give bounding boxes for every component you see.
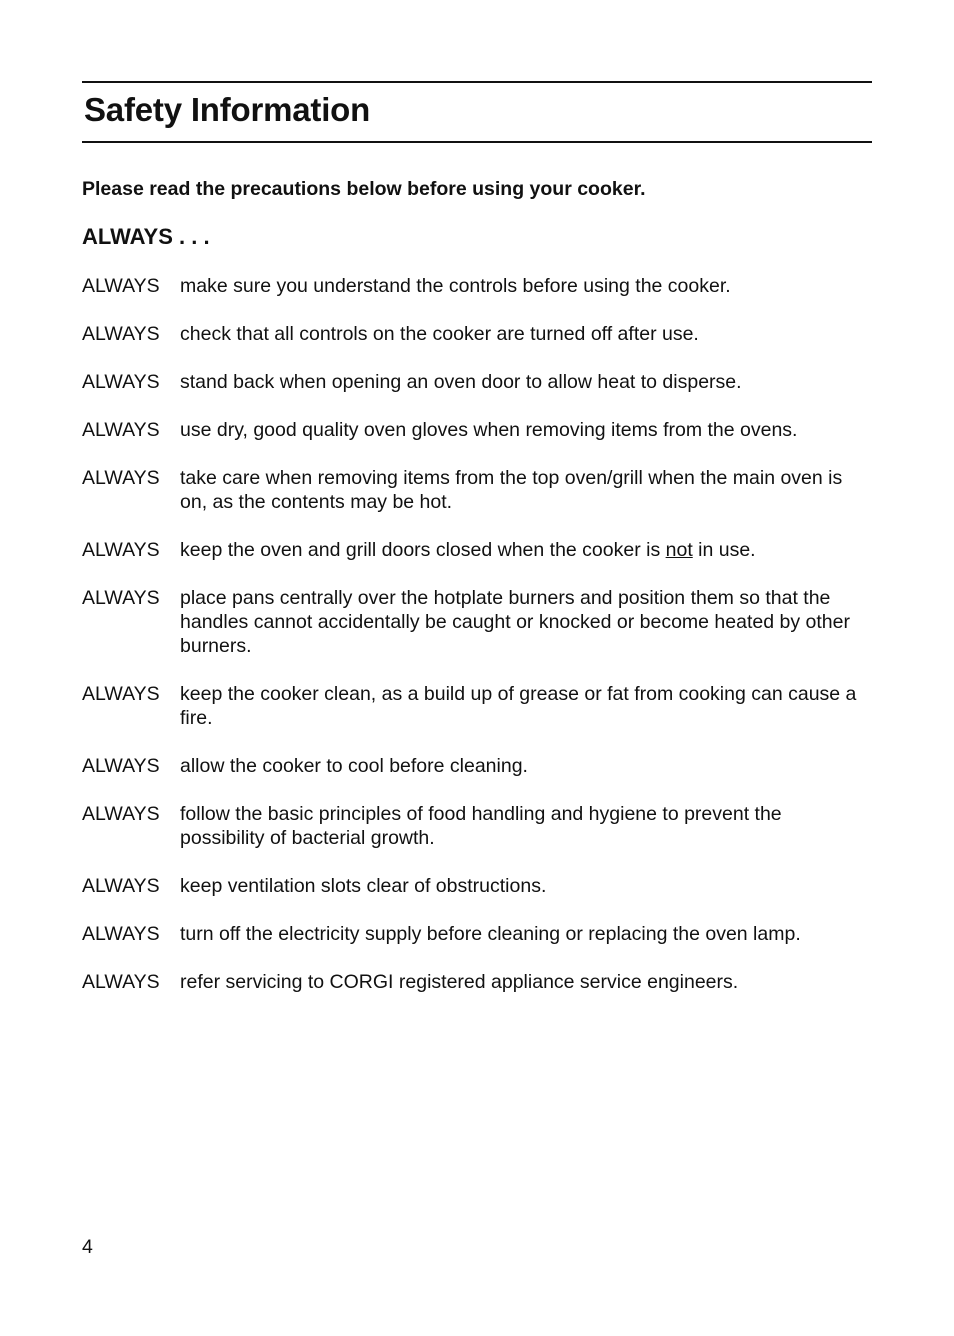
item-text-emphasis: not — [665, 539, 693, 561]
item-keyword: ALWAYS — [82, 971, 160, 993]
item-text-before: keep the oven and grill doors closed when the cooker is — [180, 539, 666, 561]
intro-text: Please read the precautions below before using your cooker. — [82, 178, 646, 200]
item-text: turn off the electricity supply before cleaning or replacing the oven lamp. — [180, 923, 801, 945]
list-item — [82, 466, 862, 514]
list-item — [82, 322, 862, 346]
item-keyword: ALWAYS — [82, 755, 160, 777]
item-text: follow the basic principles of food handling and hygiene to prevent the possibility of bacterial growth. — [180, 803, 782, 849]
page-title: Safety Information — [84, 91, 371, 128]
item-keyword: ALWAYS — [82, 467, 160, 489]
item-text-after: in use. — [692, 539, 756, 561]
item-keyword: ALWAYS — [82, 683, 160, 705]
item-text — [180, 538, 862, 562]
item-text: keep the cooker clean, as a build up of grease or fat from cooking can cause a fire. — [180, 683, 857, 729]
item-text: keep ventilation slots clear of obstructions. — [180, 875, 547, 897]
item-text: stand back when opening an oven door to allow heat to disperse. — [180, 371, 742, 393]
item-keyword: ALWAYS — [82, 539, 160, 561]
item-keyword: ALWAYS — [82, 419, 160, 441]
list-item — [82, 970, 862, 994]
item-text: check that all controls on the cooker are turned off after use. — [180, 323, 699, 345]
list-item — [82, 874, 862, 898]
list-item — [82, 370, 862, 394]
list-item — [82, 754, 862, 778]
list-item — [82, 802, 862, 850]
item-keyword: ALWAYS — [82, 371, 160, 393]
item-keyword: ALWAYS — [82, 323, 160, 345]
list-item — [82, 538, 862, 562]
list-item — [82, 586, 862, 658]
item-text: refer servicing to CORGI registered appliance service engineers. — [180, 971, 739, 993]
item-text: make sure you understand the controls before using the cooker. — [180, 275, 731, 297]
precaution-list — [82, 274, 862, 1018]
item-text: use dry, good quality oven gloves when removing items from the ovens. — [180, 419, 798, 441]
item-keyword: ALWAYS — [82, 875, 160, 897]
item-keyword: ALWAYS — [82, 923, 160, 945]
list-item — [82, 682, 862, 730]
list-item — [82, 922, 862, 946]
section-heading: ALWAYS . . . — [82, 224, 210, 249]
item-text: take care when removing items from the top oven/grill when the main oven is on, as the contents may be hot. — [180, 467, 843, 513]
title-block — [82, 81, 872, 143]
list-item — [82, 274, 862, 298]
page-number: 4 — [82, 1236, 93, 1258]
item-text: place pans centrally over the hotplate burners and position them so that the handles cannot accidentally be caught or knocked or become heated by other burners. — [180, 587, 850, 657]
item-keyword: ALWAYS — [82, 803, 160, 825]
item-keyword: ALWAYS — [82, 587, 160, 609]
list-item — [82, 418, 862, 442]
item-text: allow the cooker to cool before cleaning. — [180, 755, 528, 777]
item-keyword: ALWAYS — [82, 275, 160, 297]
